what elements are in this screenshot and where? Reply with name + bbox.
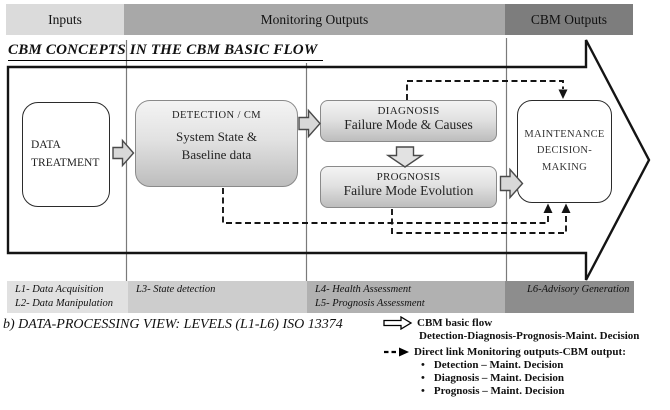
level-label: L6-Advisory Generation <box>527 284 630 295</box>
box-title: DETECTION / CM <box>171 110 261 121</box>
dashed-arrow-right-icon <box>383 346 410 358</box>
legend-row-cbm-basic-flow <box>383 316 639 329</box>
level-segment-l4-l5 <box>307 281 505 313</box>
bullet-glyph: • <box>421 384 425 397</box>
box-body-line: Baseline data <box>181 147 252 163</box>
bullet-glyph: • <box>421 358 425 371</box>
level-label: L4- Health Assessment <box>315 284 412 295</box>
legend-label: Detection-Diagnosis-Prognosis-Maint. Decision <box>419 329 640 342</box>
legend-item-label: Prognosis – Maint. Decision <box>433 384 565 397</box>
header-segment-inputs <box>6 4 124 35</box>
legend-row-flow-sequence <box>419 329 639 342</box>
header-label: CBM Outputs <box>530 11 608 27</box>
box-prognosis <box>320 166 497 208</box>
header-label: Monitoring Outputs <box>260 11 369 27</box>
legend-bullet-item <box>421 384 639 397</box>
box-body <box>136 128 297 164</box>
box-label-line: MAKING <box>542 161 587 173</box>
header-segment-monitoring-outputs <box>124 4 505 35</box>
legend-item-label: Diagnosis – Maint. Decision <box>433 371 565 384</box>
level-label: L5- Prognosis Assessment <box>315 298 425 310</box>
box-detection-cm <box>135 100 298 187</box>
level-label: L1- Data Acquisition <box>15 284 104 295</box>
box-subtitle: Failure Mode & Causes <box>344 117 473 132</box>
level-label: L3- State detection <box>136 284 216 295</box>
legend-label: Direct link Monitoring outputs-CBM output: <box>414 345 626 358</box>
box-label-line: TREATMENT <box>31 156 100 169</box>
legend-label: CBM basic flow <box>417 316 493 329</box>
box-title: PROGNOSIS <box>376 171 441 183</box>
header-label: Inputs <box>48 11 82 27</box>
figure-caption: b) DATA-PROCESSING VIEW: LEVELS (L1-L6) ISO 13374 <box>3 317 343 332</box>
diagram-title: CBM CONCEPTS IN THE CBM BASIC FLOW <box>8 42 323 61</box>
legend-bullet-item <box>421 358 639 371</box>
box-body-line: System State & <box>176 129 257 144</box>
legend-row-direct-link <box>383 345 639 358</box>
box-title: DIAGNOSIS <box>377 105 440 117</box>
bullet-glyph: • <box>421 371 425 384</box>
legend-bullet-item <box>421 371 639 384</box>
level-label: L2- Data Manipulation <box>15 298 114 310</box>
box-label-line: MAINTENANCE <box>524 129 605 141</box>
box-diagnosis <box>320 100 497 142</box>
box-label-line: DECISION- <box>536 145 593 157</box>
level-segment-l1-l2 <box>7 281 128 313</box>
level-segment-l3 <box>128 281 307 313</box>
box-maintenance-decision-making <box>517 100 612 203</box>
legend <box>383 316 639 397</box>
level-segment-l6 <box>505 281 634 313</box>
legend-bullet-list <box>421 358 639 397</box>
box-subtitle: Failure Mode Evolution <box>343 183 474 198</box>
box-label-line: DATA <box>31 139 61 152</box>
block-arrow-right-icon <box>383 316 413 330</box>
header-segment-cbm-outputs <box>505 4 633 35</box>
box-data-treatment <box>22 102 110 207</box>
legend-item-label: Detection – Maint. Decision <box>433 358 564 371</box>
